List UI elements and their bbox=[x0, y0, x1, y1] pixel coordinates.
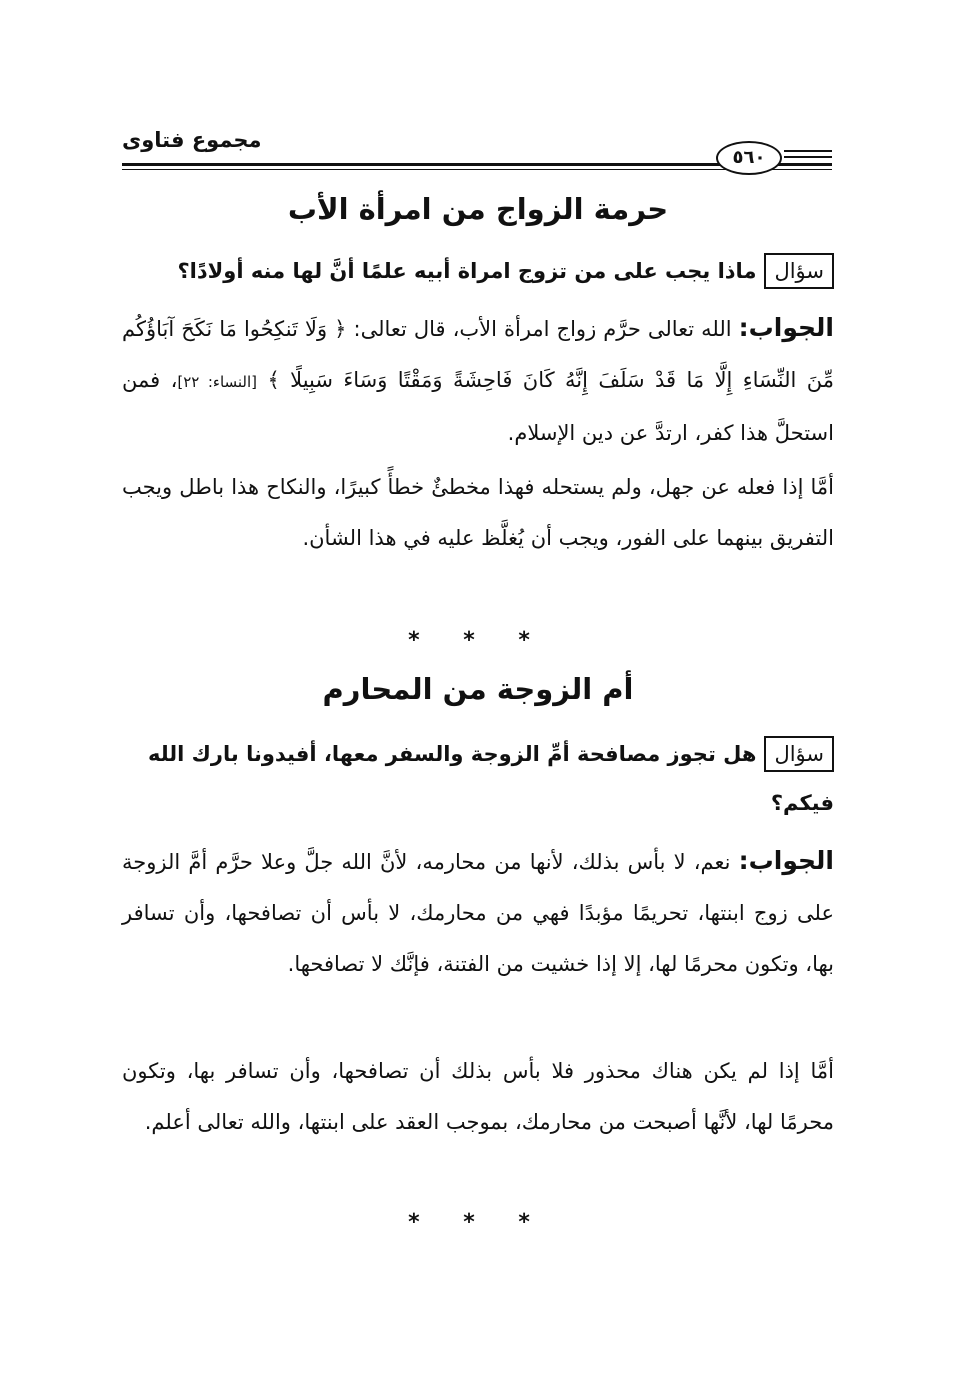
question-1 bbox=[122, 247, 834, 296]
quran-verse: ﴿ وَلَا تَنكِحُوا مَا نَكَحَ آبَاؤُكُم مِّنَ النِّسَاءِ إِلَّا مَا قَدْ سَلَفَ إِنَّهُ كَانَ فَاحِشَةً وَمَقْتًا وَسَاءَ سَبِيلًا ﴾ bbox=[122, 317, 835, 392]
answer-conclusion: ، فمن استحلَّ هذا كفر، ارتدَّ عن دين الإسلام. bbox=[122, 368, 834, 445]
answer-1 bbox=[122, 302, 834, 459]
page-number: ٥٦٠ bbox=[716, 141, 782, 175]
section-title-2: أم الزوجة من المحارم bbox=[322, 672, 634, 706]
verse-citation: [النساء: ٢٢] bbox=[177, 373, 258, 391]
question-label-box: سؤال bbox=[764, 253, 834, 289]
question-label-box: سؤال bbox=[764, 736, 834, 772]
section-separator: * * * bbox=[408, 1210, 548, 1235]
question-2 bbox=[122, 730, 834, 828]
header-rule-accent-top bbox=[784, 150, 832, 152]
header-rule-accent-bottom bbox=[784, 156, 832, 158]
answer-2 bbox=[122, 835, 834, 990]
paragraph-text: أمَّا إذا فعله عن جهل، ولم يستحله فهذا مخطئٌ خطأً كبيرًا، والنكاح هذا باطل ويجب التفريق بينهما على الفور، ويجب أن يُغلَّظ عليه في هذا الشأن. bbox=[122, 475, 834, 550]
answer-text: نعم، لا بأس بذلك، لأنها من محارمه، لأنَّ الله جلَّ وعلا حرَّم أمَّ الزوجة على زوج ابنتها، تحريمًا مؤبدًا فهي من محارمك، لا بأس أن تصافحها، وأن تسافر بها، وتكون محرمًا لها، إلا إذا خشيت من الفتنة، فإنَّك لا تصافحها. bbox=[122, 850, 834, 976]
answer-label: الجواب: bbox=[738, 313, 834, 342]
answer-label: الجواب: bbox=[738, 846, 834, 875]
section-title-1: حرمة الزواج من امرأة الأب bbox=[287, 192, 669, 226]
question-text: ماذا يجب على من تزوج امراة أبيه علمًا أنَّ لها منه أولادًا؟ bbox=[177, 259, 757, 283]
paragraph-1-2 bbox=[122, 462, 834, 564]
paragraph-2-2 bbox=[122, 1046, 834, 1148]
running-header-title: مجموع فتاوى bbox=[122, 128, 262, 152]
question-text: هل تجوز مصافحة أمِّ الزوجة والسفر معها، أفيدونا بارك الله فيكم؟ bbox=[147, 742, 834, 815]
section-separator: * * * bbox=[408, 628, 548, 653]
paragraph-text: أمَّا إذا لم يكن هناك محذور فلا بأس بذلك أن تصافحها، وأن تسافر بها، وتكون محرمًا لها، لأنَّها أصبحت من محارمك، بموجب العقد على ابنتها، والله تعالى أعلم. bbox=[122, 1059, 834, 1134]
answer-intro: الله تعالى حرَّم زواج امرأة الأب، قال تعالى: bbox=[353, 317, 732, 341]
